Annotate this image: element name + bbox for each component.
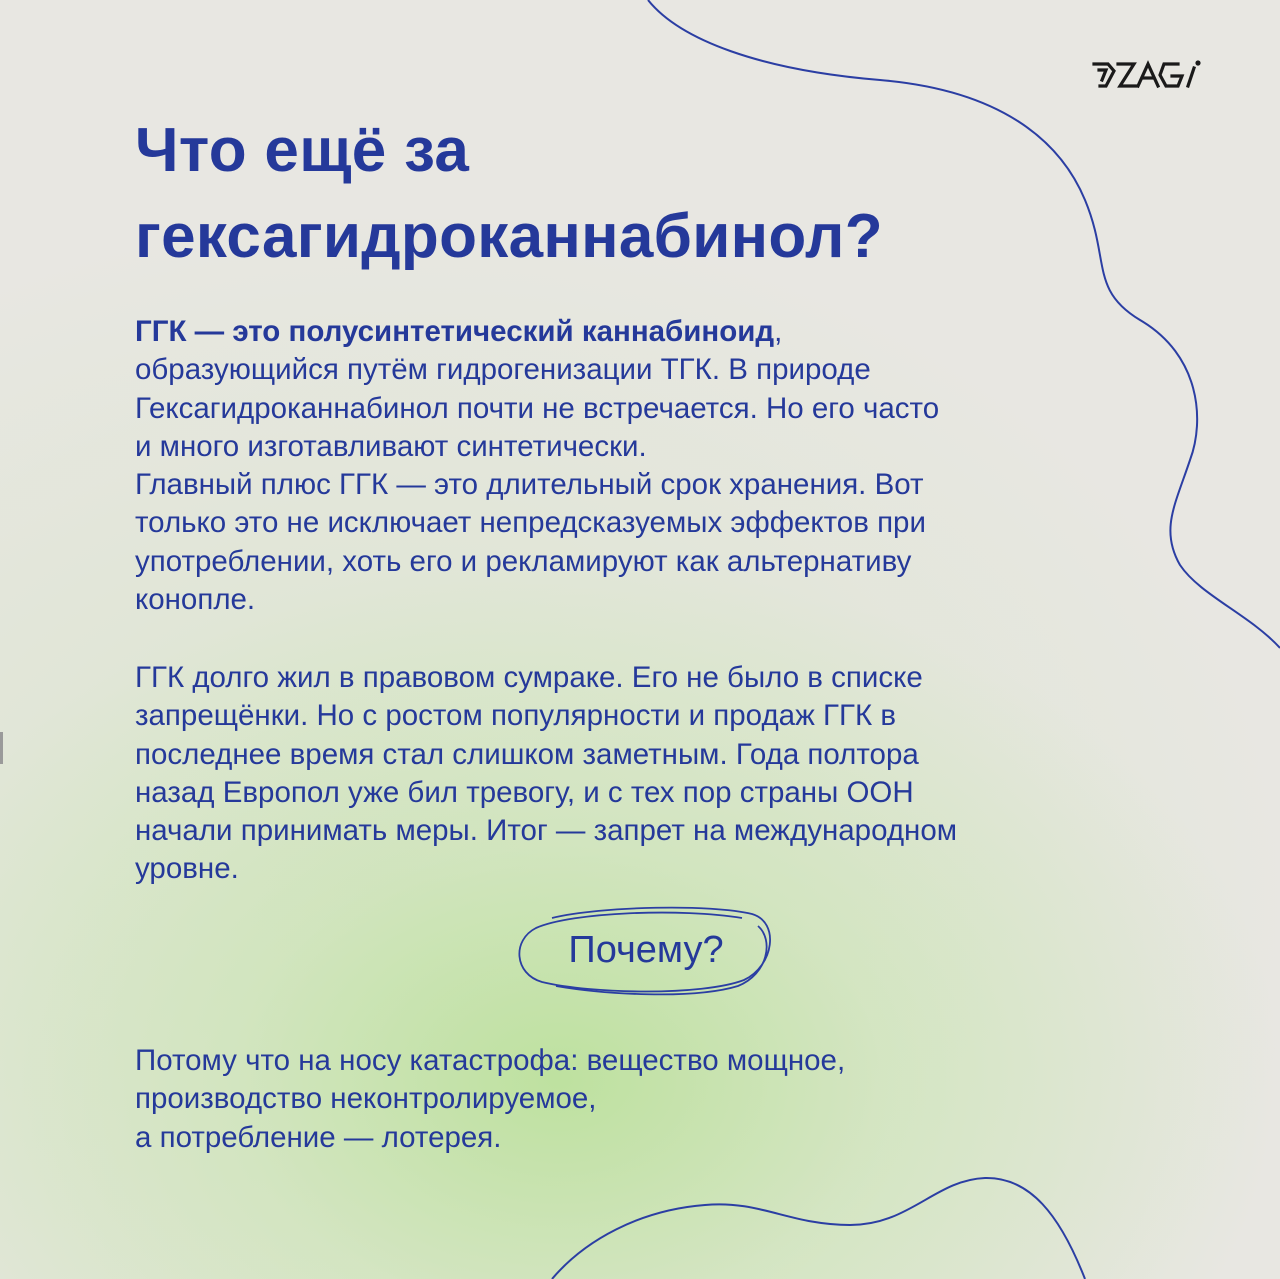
paragraph-definition xyxy=(135,313,939,619)
why-callout xyxy=(512,904,776,996)
text-line: только это не исключает непредсказуемых эффектов при xyxy=(135,506,926,540)
text-line: запрещёнки. Но с ростом популярности и продаж ГГК в xyxy=(135,699,896,733)
title-line-2: гексагидроканнабинол? xyxy=(135,202,883,271)
text-line: употреблении, хоть его и рекламируют как альтернативу xyxy=(135,544,912,578)
text-line: производство неконтролируемое, xyxy=(135,1082,597,1116)
text-line: Гексагидроканнабинол почти не встречается. Но его часто xyxy=(135,391,940,425)
text-line: конопле. xyxy=(135,583,256,617)
text-line: начали принимать меры. Итог — запрет на международном xyxy=(135,814,958,848)
text-line: назад Европол уже бил тревогу, и с тех пор страны ООН xyxy=(135,775,914,809)
title-line-1: Что ещё за xyxy=(135,116,470,185)
bold-lead: ГГК — это полусинтетический каннабиноид xyxy=(135,315,775,348)
text-line: Главный плюс ГГК — это длительный срок хранения. Вот xyxy=(135,468,924,502)
logo-text xyxy=(1090,58,1210,92)
text-line: ГГК долго жил в правовом сумраке. Его не было в списке xyxy=(135,661,923,694)
left-edge-mark xyxy=(0,732,3,764)
paragraph-1-lead-line xyxy=(135,313,939,351)
text-line: уровне. xyxy=(135,852,239,886)
bottom-wave-line xyxy=(552,1178,1085,1279)
text-line: а потребление — лотерея. xyxy=(135,1120,502,1154)
page-title xyxy=(135,108,883,280)
why-label: Почему? xyxy=(568,928,724,971)
text-line: Потому что на носу катастрофа: вещество мощное, xyxy=(135,1044,846,1077)
lead-comma: , xyxy=(774,315,783,348)
paragraph-legal-status xyxy=(135,659,957,889)
text-line: образующийся путём гидрогенизации ТГК. В природе xyxy=(135,353,871,387)
text-line: последнее время стал слишком заметным. Года полтора xyxy=(135,737,919,771)
text-line: и много изготавливают синтетически. xyxy=(135,429,647,463)
paragraph-answer xyxy=(135,1042,845,1157)
